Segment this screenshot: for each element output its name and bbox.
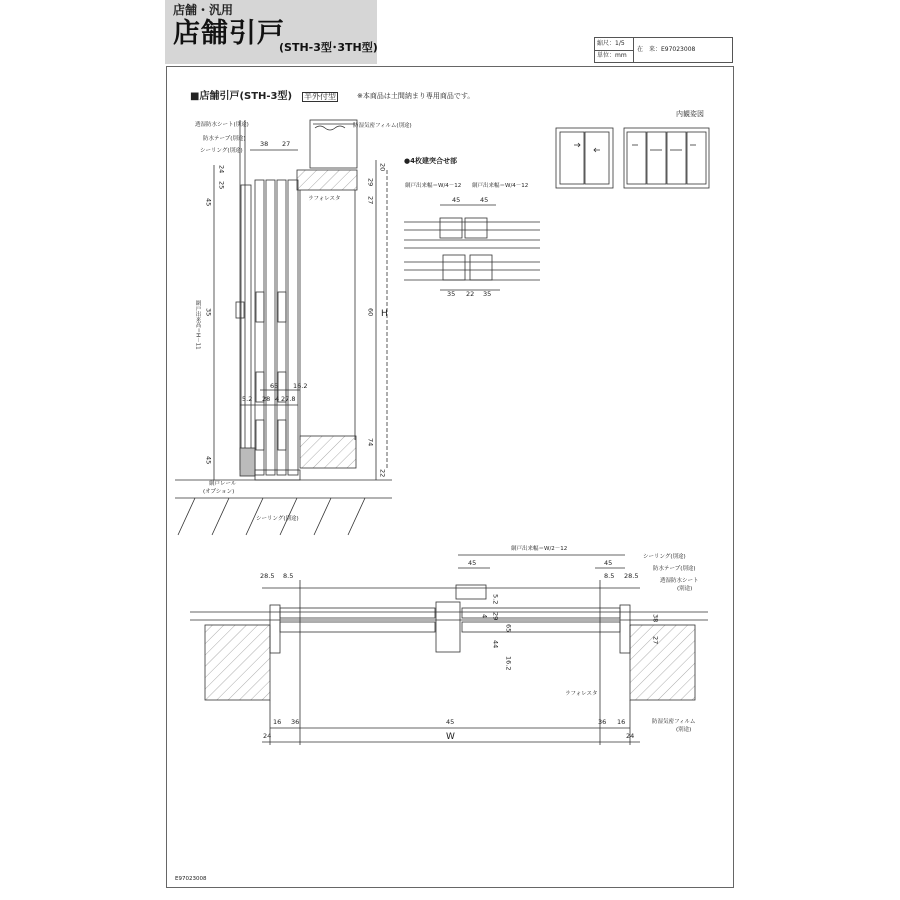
dim-38: 38 <box>260 140 269 148</box>
outline-views <box>556 128 709 188</box>
bot-dim-16a: 16 <box>273 718 282 726</box>
section-title: ■店舗引戸(STH-3型) <box>190 91 293 102</box>
meeting-section <box>404 205 540 290</box>
dim-74: 74 <box>366 438 375 447</box>
bot-dim-16-2: 16.2 <box>504 656 513 671</box>
outline-label: 内観姿図 <box>676 110 704 118</box>
toumei-sheet-label: 透湿防水シート(別途) <box>195 122 249 128</box>
height-h-label: H <box>381 309 388 319</box>
film-bottom2-label: (別途) <box>676 727 692 733</box>
sheet-right-label: 透湿防水シート <box>660 578 699 584</box>
bot-dim-28-5a: 28.5 <box>260 572 275 580</box>
vertical-section <box>175 120 392 535</box>
bot-dim-38: 38 <box>651 614 660 623</box>
film-bottom-label: 防湿気密フィルム <box>652 719 696 725</box>
meet-dim-35a: 35 <box>447 290 456 298</box>
four-door-label: ●4枚建突合せ部 <box>404 157 457 165</box>
bot-dim-45c: 45 <box>446 718 455 726</box>
dim-5-2: 5.2 <box>242 395 253 403</box>
bot-dim-29: 29 <box>491 612 500 621</box>
dim-20: 20 <box>378 163 387 172</box>
screen-rail-label: 網戸レール <box>209 481 237 487</box>
meet-dim-35b: 35 <box>483 290 492 298</box>
dim-45b: 45 <box>204 456 213 465</box>
screen-width-w4b-label: 網戸出来幅＝W/4－12 <box>472 183 529 189</box>
dim-16-2: 16.2 <box>293 382 308 390</box>
dim-4: 4 <box>275 395 280 403</box>
dim-25: 25 <box>217 181 226 190</box>
bot-dim-16b: 16 <box>617 718 626 726</box>
dim-45a: 45 <box>204 198 213 207</box>
footer-code: E97023008 <box>175 876 207 882</box>
meet-dim-45a: 45 <box>452 196 461 204</box>
unit-label: 単位：mm <box>597 52 627 59</box>
drawing-code: 在 来：E97023008 <box>637 46 696 53</box>
bot-dim-45a: 45 <box>468 559 477 567</box>
bot-dim-44: 44 <box>491 640 500 649</box>
bot-dim-24b: 24 <box>626 732 635 740</box>
bot-dim-5-2: 5.2 <box>491 594 500 605</box>
bot-dim-36a: 36 <box>291 718 300 726</box>
bot-dim-24a: 24 <box>263 732 272 740</box>
dim-27-8: 27.8 <box>281 395 296 403</box>
dim-65: 65 <box>270 382 279 390</box>
sealing-right-label: シーリング(別途) <box>643 554 686 560</box>
dim-29: 29 <box>366 178 375 187</box>
sealing-label: シーリング(別途) <box>200 148 243 154</box>
bot-dim-8-5b: 8.5 <box>604 572 615 580</box>
meet-dim-45b: 45 <box>480 196 489 204</box>
dim-27b: 27 <box>366 196 375 205</box>
bot-dim-4: 4 <box>480 614 489 619</box>
category-label: 店舗・汎用 <box>173 3 234 17</box>
laforesta-label: ラフォレスタ <box>308 196 341 202</box>
dim-22: 22 <box>378 469 387 478</box>
screen-height-label: 網戸出来高＝H－11 <box>194 300 201 350</box>
dim-24: 24 <box>217 165 226 174</box>
horizontal-section <box>190 555 708 745</box>
bot-dim-28-5b: 28.5 <box>624 572 639 580</box>
bot-dim-8-5a: 8.5 <box>283 572 294 580</box>
scale-label: 縮尺：1/5 <box>597 40 625 47</box>
dim-60: 60 <box>366 308 375 317</box>
option-label: (オプション) <box>203 489 235 495</box>
laforesta-bottom-label: ラフォレスタ <box>565 691 598 697</box>
tape-right-label: 防水テープ(別途) <box>653 566 696 572</box>
meet-dim-22: 22 <box>466 290 475 298</box>
screen-width-w2-label: 網戸出来幅＝W/2－12 <box>511 546 568 552</box>
bot-dim-65: 65 <box>504 624 513 633</box>
dim-35: 35 <box>204 308 213 317</box>
page-title: 店舗引戸 <box>173 18 285 49</box>
sheet-right2-label: (別途) <box>677 586 693 592</box>
screen-width-w4a-label: 網戸出来幅＝W/4－12 <box>405 183 462 189</box>
bousui-tape-label: 防水テープ(別途) <box>203 136 246 142</box>
install-type-badge: 半外付型 <box>304 92 336 101</box>
page-subtitle: (STH-3型･3TH型) <box>279 41 378 54</box>
bot-dim-45b: 45 <box>604 559 613 567</box>
dim-27: 27 <box>282 140 291 148</box>
film-top-label: 防湿気密フィルム(別途) <box>353 123 412 129</box>
width-w-label: W <box>446 732 455 742</box>
product-note: ※本商品は土間納まり専用商品です。 <box>357 92 475 100</box>
bot-dim-36b: 36 <box>598 718 607 726</box>
sealing-bottom-label: シーリング(別途) <box>256 516 299 522</box>
dim-28: 28 <box>262 395 271 403</box>
